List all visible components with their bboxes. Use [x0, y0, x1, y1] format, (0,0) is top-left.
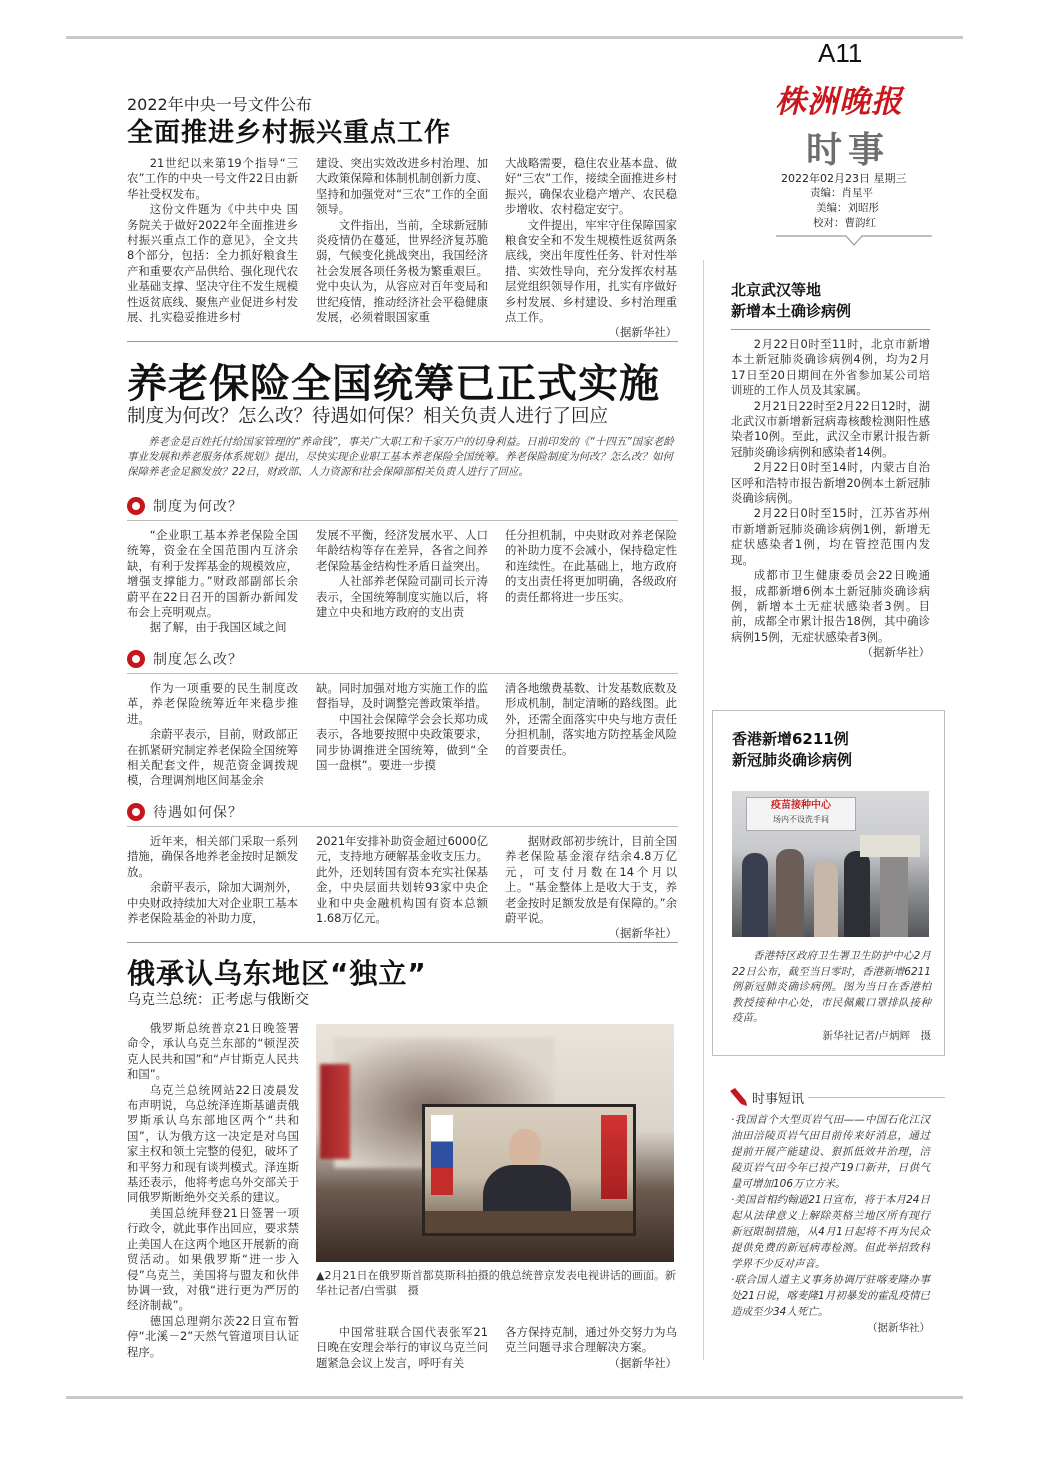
pencil-icon [728, 1087, 748, 1107]
article3-bottom-col1: 中国常驻联合国代表张军21日晚在安理会举行的审议乌克兰问题紧急会议上发言，呼吁有关 [316, 1325, 488, 1370]
hk-vaccination-photo [732, 791, 929, 937]
photo-sign-line1: 疫苗接种中心 [771, 800, 831, 811]
photo-queue-person-5 [880, 845, 908, 937]
sidebar-hk-box [712, 710, 945, 1056]
photo-tv-flag-left [431, 1115, 453, 1195]
sec2-col1: 作为一项重要的民生制度改革，养老保险统筹近年来稳步推进。 余蔚平表示，目前，财政部正在抓紧研究制定养老保险全国统筹相关配套文件，规范资金调拨规模，合理调剂地区间基金余 [127, 681, 298, 788]
article3-subheadline: 乌克兰总统：正考虑与俄断交 [127, 992, 309, 1008]
news-brief-item: ·我国首个大型页岩气田——中国石化江汉油田涪陵页岩气田目前传来好消息，通过提前开展产能建设、狠抓低效井治理，涪陵页岩气田今年已投产19口新井，日供气量可增加106万立方米。 [731, 1114, 930, 1190]
proofreader-credit: 校对：曹韵红 [813, 217, 876, 229]
photo-tv-flag-right [601, 1115, 627, 1199]
article2-subheadline: 制度为何改？怎么改？待遇如何保？相关负责人进行了回应 [127, 406, 609, 427]
page-number: A11 [818, 38, 863, 68]
article1-headline: 全面推进乡村振兴重点工作 [127, 118, 452, 148]
sec3-col2: 2021年安排补助资金超过6000亿元，支持地方硬解基金收支压力。此外，还划转国有资本充实社保基金，中央层面共划转93家中央企业和中央金融机构国有资本总额1.68万亿元。 [316, 834, 488, 926]
sidebar-hk-caption: 香港特区政府卫生署卫生防护中心2月22日公布，截至当日零时，香港新增6211例新冠肺炎确诊病例。图为当日在香港柏教授接种中心处，市民佩戴口罩排队接种疫苗。 [732, 950, 931, 1024]
news-briefs-source: （据新华社） [867, 1322, 930, 1334]
photo-speaker-head [509, 1129, 541, 1169]
date-line: 2022年02月23日 星期三 [781, 172, 907, 185]
designer-credit: 美编：刘昭彤 [816, 202, 879, 214]
sec1-col2: 发展不平衡，经济发展水平、人口年龄结构等存在差异，各省之间养老保险基金结构性矛盾日益突出。 人社部养老保险司副司长亓涛表示，全国统筹制度实施以后，将建立中央和地方政府的支出责 [316, 528, 488, 620]
article1-col3: 大战略需要，稳住农业基本盘、做好“三农”工作，接续全面推进乡村振兴，确保农业稳产增产、农民稳步增收、农村稳定安宁。 文件提出，牢牢守住保障国家粮食安全和不发生规模性返贫两条底线，突出年度性任务、针对性举措、实效性导向，充分发挥农村基层党组织领导作用，扎实有序做好乡村发展、乡村建设、乡村治理重点工作。 （据新华社） [505, 156, 677, 340]
section-rule [127, 520, 678, 521]
article1-bottom-rule [127, 341, 678, 342]
sec3-col1: 近年来，相关部门采取一系列措施，确保各地养老金按时足额发放。 余蔚平表示，除加大调剂外，中央财政持续加大对企业职工基本养老保险基金的补助力度， [127, 834, 298, 926]
photo-queue-person-3 [814, 861, 838, 937]
article2-source: （据新华社） [608, 926, 677, 941]
photo-queue-person-2 [776, 849, 804, 937]
article1-source: （据新华社） [608, 325, 677, 340]
section-bullet-icon [127, 803, 145, 821]
news-briefs-rule [808, 1097, 945, 1098]
photo-clipboard [860, 835, 920, 857]
news-briefs-header [712, 1086, 945, 1108]
section-title: 待遇如何保？ [153, 805, 243, 821]
section-title: 制度为何改？ [153, 499, 243, 515]
article3-bottom-col2: 各方保持克制，通过外交努力为乌克兰问题寻求合理解决方案。 （据新华社） [505, 1325, 677, 1370]
section-how-guarantee [127, 802, 243, 822]
photo-sign-line2: 场内不设洗手间 [773, 815, 829, 824]
sidebar-beijing-body: 2月22日0时至11时，北京市新增本土新冠肺炎确诊病例4例，均为2月17日至20日期间在外省参加某公司培训班的工作人员及其家属。 2月21日22时至2月22日12时，湖北武汉市新增新冠病毒核酸检测阳性感染者10例。至此，武汉全市累计报告新冠肺炎确诊病例和感染者14例。 2月22日0时至14时，内蒙古自治区呼和浩特市报告新增20例本土新冠肺炎确诊病例。 2月22日0时至15时，江苏省苏州市新增新冠肺炎确诊病例1例，新增无症状感染者1例，均在管控范围内发现。 成都市卫生健康委员会22日晚通报，成都新增6例本土新冠肺炎确诊病例，新增本土无症状感染者3例。目前，成都全市累计报告18例，其中确诊病例15例，无症状感染者3例。 （据新华社） [731, 337, 930, 660]
news-brief-item: ·联合国人道主义事务协调厅驻喀麦隆办事处21日说，喀麦隆1月初暴发的霍乱疫情已造成至少34人死亡。 [731, 1274, 930, 1318]
editor-credit: 责编：肖星平 [810, 187, 873, 199]
photo-sign-board [746, 797, 856, 831]
news-briefs-title: 时事短讯 [752, 1092, 805, 1107]
article3-left-col: 俄罗斯总统普京21日晚签署命令，承认乌克兰东部的“顿涅茨克人民共和国”和“卢甘斯克人民共和国”。 乌克兰总统网站22日凌晨发布声明说，乌总统泽连斯基谴责俄罗斯承认乌东部地区两个“共和国”，认为俄方这一决定是对乌国家主权和领土完整的侵犯，破坏了和平努力和现有谈判模式。泽连斯基还表示，他将考虑乌外交部关于同俄罗斯断绝外交关系的建议。 美国总统拜登21日签署一项行政令，就此事作出回应，要求禁止美国人在这两个地区开展新的商贸活动。如果俄罗斯“进一步入侵”乌克兰，美国将与盟友和伙伴协调一致，对俄“进行更为严厉的经济制裁”。 德国总理朔尔茨22日宣布暂停“北溪－2”天然气管道项目认证程序。 [127, 1021, 299, 1359]
article2-lead: 养老金是百姓托付给国家管理的“养命钱”，事关广大职工和千家万户的切身利益。日前印发的《“十四五”国家老龄事业发展和养老服务体系规划》提出，尽快实现企业职工基本养老保险全国统筹。养老保险制度为何改？怎么改？如何保障养老金足额发放？22日，财政部、人力资源和社会保障部相关负责人进行了回应。 [127, 436, 674, 478]
sidebar-hk-credit: 新华社记者/卢炳辉 摄 [822, 1030, 931, 1042]
column-divider [703, 260, 704, 1360]
sidebar-beijing-title: 北京武汉等地 新增本土确诊病例 [731, 281, 852, 320]
masthead-logo: 株洲晚报 [775, 84, 903, 120]
photo-tv-screen [422, 1104, 636, 1236]
article3-source: （据新华社） [608, 1355, 677, 1370]
sidebar-beijing-rule [731, 329, 930, 330]
header-divider-chevron [776, 234, 932, 248]
sec2-col2: 缺。同时加强对地方实施工作的监督指导，及时调整完善政策举措。 中国社会保障学会会长郑功成表示，各地要按照中央政策要求，同步协调推进全国统筹，做到“全国一盘棋”。要进一步摸 [316, 681, 488, 773]
section-why-change [127, 496, 243, 516]
photo-red-flag-left [320, 1064, 350, 1159]
putin-photo-caption: ▲2月21日在俄罗斯首都莫斯科拍摄的俄总统普京发表电视讲话的画面。新华社记者/白雪骐 摄 [316, 1269, 676, 1297]
article1-col2: 建设、突出实效改进乡村治理、加大政策保障和体制机制创新力度、坚持和加强党对“三农”工作的全面领导。 文件指出，当前，全球新冠肺炎疫情仍在蔓延，世界经济复苏脆弱，气候变化挑战突出，我国经济社会发展各项任务极为繁重艰巨。党中央认为，从容应对百年变局和世纪疫情，推动经济社会平稳健康发展，必须着眼国家重 [316, 156, 488, 325]
sec1-col3: 任分担机制，中央财政对养老保险的补助力度不会减小，保持稳定性和连续性。在此基础上，地方政府的支出责任将更加明确，各级政府的责任都将进一步压实。 [505, 528, 677, 604]
section-how-change [127, 649, 243, 669]
sidebar-hk-title: 香港新增6211例 新冠肺炎确诊病例 [732, 730, 853, 769]
section-name: 时事 [806, 129, 891, 171]
section-rule [127, 826, 678, 827]
bottom-rule [66, 1396, 963, 1399]
section-rule [127, 673, 678, 674]
section-bullet-icon [127, 497, 145, 515]
sec2-col3: 清各地缴费基数、计发基数底数及形成机制，制定清晰的路线图。此外，还需全面落实中央与地方责任分担机制，落实地方防控基金风险的首要责任。 [505, 681, 677, 757]
article3-headline: 俄承认乌东地区“独立” [127, 957, 427, 990]
putin-tv-photo [316, 1024, 674, 1262]
sidebar-beijing-source: （据新华社） [861, 645, 930, 660]
sec1-col1: “企业职工基本养老保险全国统筹，资金在全国范围内互济余缺，有利于发挥基金的规模效应，增强支撑能力。”财政部副部长余蔚平在22日召开的国新办新闻发布会上亮明观点。 据了解，由于我国区域之间 [127, 528, 298, 635]
article2-bottom-rule [127, 942, 678, 943]
section-bullet-icon [127, 650, 145, 668]
article2-headline: 养老保险全国统筹已正式实施 [127, 361, 660, 407]
article1-col1: 21世纪以来第19个指导“三农”工作的中央一号文件22日由新华社受权发布。 这份文件题为《中共中央 国务院关于做好2022年全面推进乡村振兴重点工作的意见》，全文共8个部分，包括：全力抓好粮食生产和重要农产品供给、强化现代农业基础支撑、坚决守住不发生规模性返贫底线、聚焦产业促进乡村发展、扎实稳妥推进乡村 [127, 156, 298, 325]
sec3-col3: 据财政部初步统计，目前全国养老保险基金滚存结余4.8万亿元，可支付月数在14个月以上。“基金整体上是收大于支，养老金按时足额发放是有保障的。”余蔚平说。 （据新华社） [505, 834, 677, 941]
photo-desk [425, 1211, 633, 1233]
news-brief-item: ·美国首相约翰逊21日宣布，将于本月24日起从法律意义上解除英格兰地区所有现行新冠限制措施，从4月1日起将不再为民众提供免费的新冠病毒检测。但此举招致科学界不少反对声音。 [731, 1194, 930, 1270]
article1-kicker: 2022年中央一号文件公布 [127, 95, 312, 114]
section-title: 制度怎么改？ [153, 652, 243, 668]
news-briefs-body [731, 1112, 930, 1336]
photo-queue-person-1 [742, 853, 768, 937]
photo-queue-person-4 [844, 851, 870, 937]
